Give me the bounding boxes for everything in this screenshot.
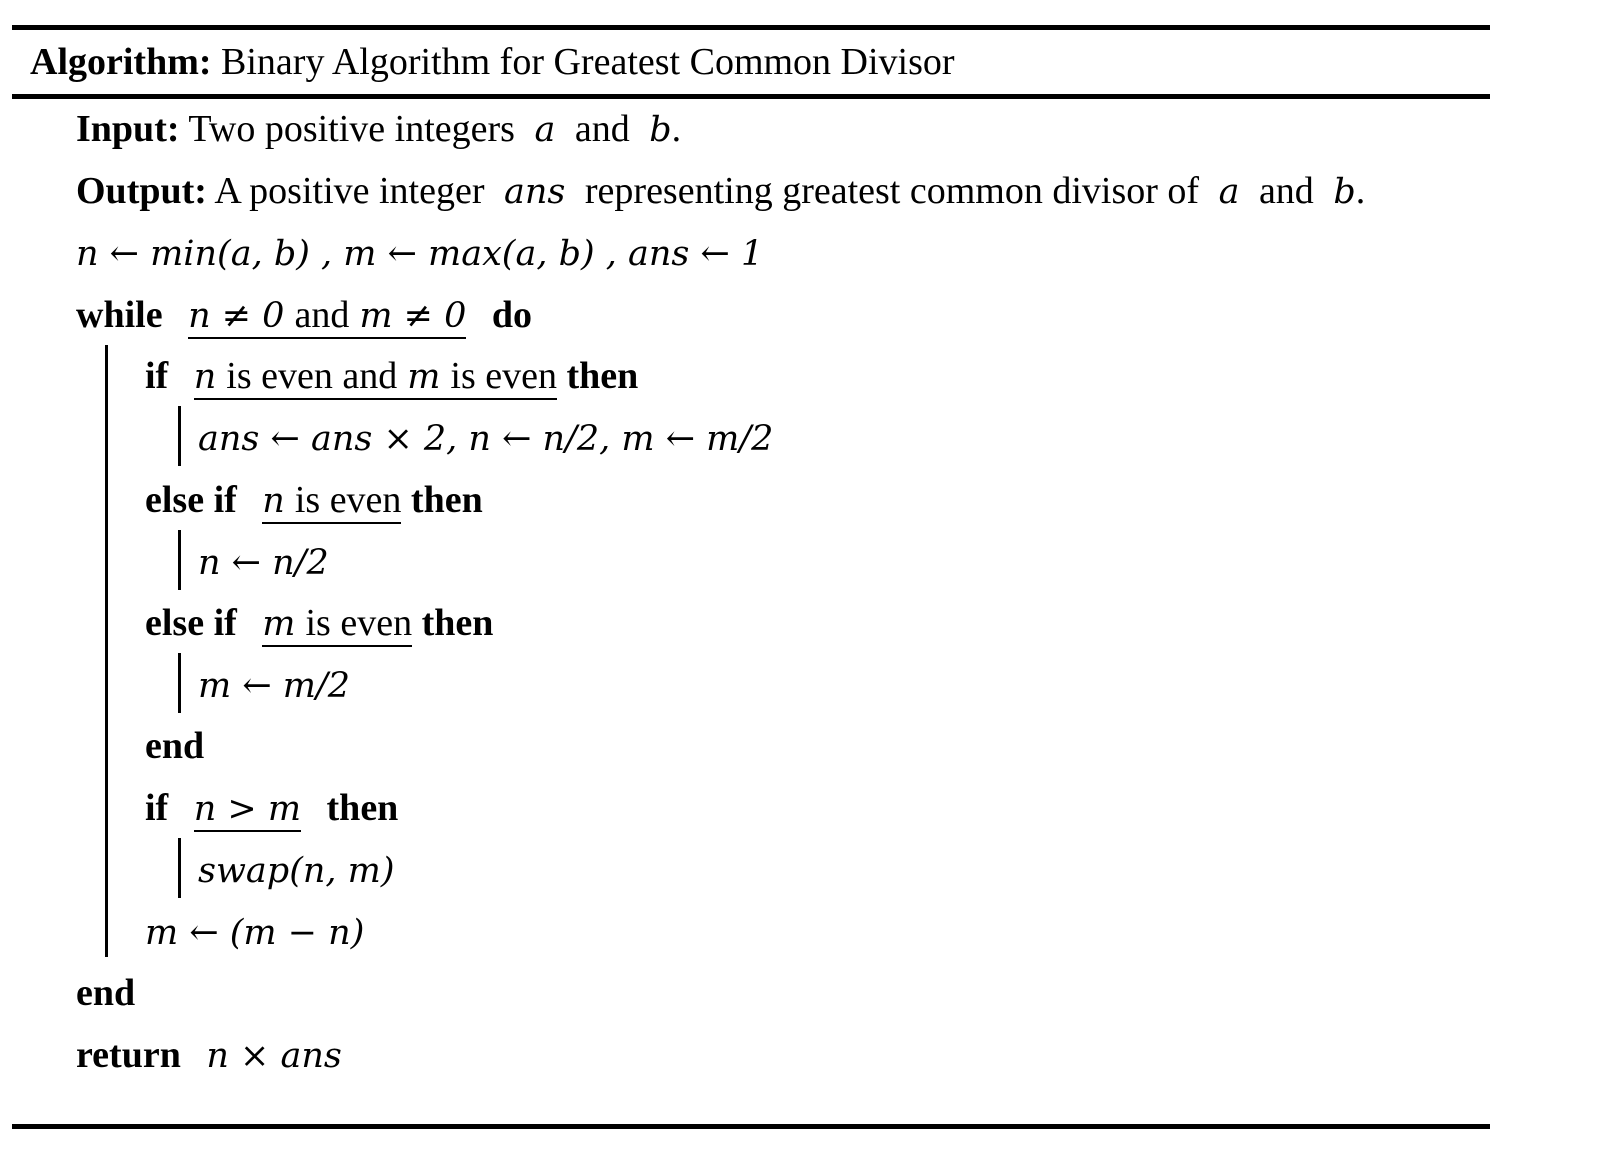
elseif1-text: is even <box>294 479 402 521</box>
while-and: and <box>294 294 350 336</box>
if1-line <box>145 354 638 398</box>
elseif2-condition <box>262 602 412 647</box>
if1-then: then <box>566 355 639 397</box>
if1-body-bar <box>178 406 181 466</box>
elseif1-body-bar <box>178 530 181 590</box>
if2-line <box>145 786 398 830</box>
while-condition <box>188 294 466 339</box>
end-outer-line <box>76 971 135 1015</box>
while-keyword: while <box>76 294 163 336</box>
return-expression: n × ans <box>206 1036 342 1076</box>
if2-condition <box>194 787 301 832</box>
if2-keyword: if <box>145 787 169 829</box>
end-outer-keyword: end <box>76 972 136 1014</box>
bottom-rule <box>12 1124 1490 1129</box>
header-rule <box>12 94 1490 99</box>
output-var-a: a <box>1218 172 1240 212</box>
elseif2-then: then <box>421 602 494 644</box>
while-cond-2: m ≠ 0 <box>359 296 467 336</box>
top-rule <box>12 25 1490 30</box>
input-var-b: b <box>649 110 672 150</box>
output-var-ans: ans <box>504 172 566 212</box>
elseif1-condition <box>262 479 401 524</box>
if1-text-2: is even <box>450 355 557 397</box>
output-line <box>76 169 1365 213</box>
algorithm-label: Algorithm: <box>30 41 212 83</box>
elseif2-line <box>145 601 493 645</box>
elseif2-body-bar <box>178 653 181 713</box>
return-keyword: return <box>76 1034 181 1076</box>
output-text-1: A positive integer <box>214 170 485 212</box>
init-expression: n ← min(a, b) , m ← max(a, b) , ans ← 1 <box>76 234 764 274</box>
while-line <box>76 293 532 337</box>
elseif2-body-line <box>198 663 350 707</box>
if2-body-line <box>198 848 394 892</box>
elseif1-then: then <box>410 479 483 521</box>
input-text: Two positive integers <box>188 108 515 150</box>
elseif2-text: is even <box>305 602 413 644</box>
elseif1-body-line <box>198 540 329 584</box>
if2-cond: n > m <box>193 789 302 829</box>
if2-body-bar <box>178 838 181 898</box>
output-and: and <box>1258 170 1314 212</box>
if1-body-line <box>198 416 773 460</box>
end-inner-keyword: end <box>145 725 205 767</box>
output-label: Output: <box>76 170 207 212</box>
elseif1-var-n: n <box>262 481 285 521</box>
if1-var-m: m <box>407 357 441 397</box>
if1-text-1: is even and <box>226 355 398 397</box>
end-inner-line <box>145 724 204 768</box>
elseif1-keyword: else if <box>145 479 237 521</box>
elseif2-body: m ← m/2 <box>198 666 351 706</box>
input-line <box>76 107 681 151</box>
if2-then: then <box>326 787 399 829</box>
while-body-bar <box>105 345 108 957</box>
elseif1-body: n ← n/2 <box>198 543 329 583</box>
if1-condition <box>194 355 557 400</box>
output-text-2: representing greatest common divisor of <box>584 170 1200 212</box>
elseif2-var-m: m <box>262 604 296 644</box>
if1-var-n: n <box>193 357 217 397</box>
while-cond-1: n ≠ 0 <box>188 296 285 336</box>
return-line <box>76 1033 342 1077</box>
input-var-a: a <box>534 110 556 150</box>
elseif2-keyword: else if <box>145 602 237 644</box>
if2-body: swap(n, m) <box>198 851 395 891</box>
update-expression: m ← (m − n) <box>145 913 365 953</box>
if1-body: ans ← ans × 2, n ← n/2, m ← m/2 <box>198 419 774 459</box>
input-period: . <box>671 108 682 150</box>
init-line <box>76 231 763 275</box>
algorithm-title: Binary Algorithm for Greatest Common Divisor <box>221 41 955 83</box>
output-period: . <box>1355 170 1366 212</box>
update-line <box>145 910 364 954</box>
elseif1-line <box>145 478 483 522</box>
if1-keyword: if <box>145 355 169 397</box>
output-var-b: b <box>1333 172 1356 212</box>
algorithm-header <box>30 40 955 84</box>
input-and: and <box>574 108 630 150</box>
while-do: do <box>491 294 533 336</box>
input-label: Input: <box>76 108 180 150</box>
